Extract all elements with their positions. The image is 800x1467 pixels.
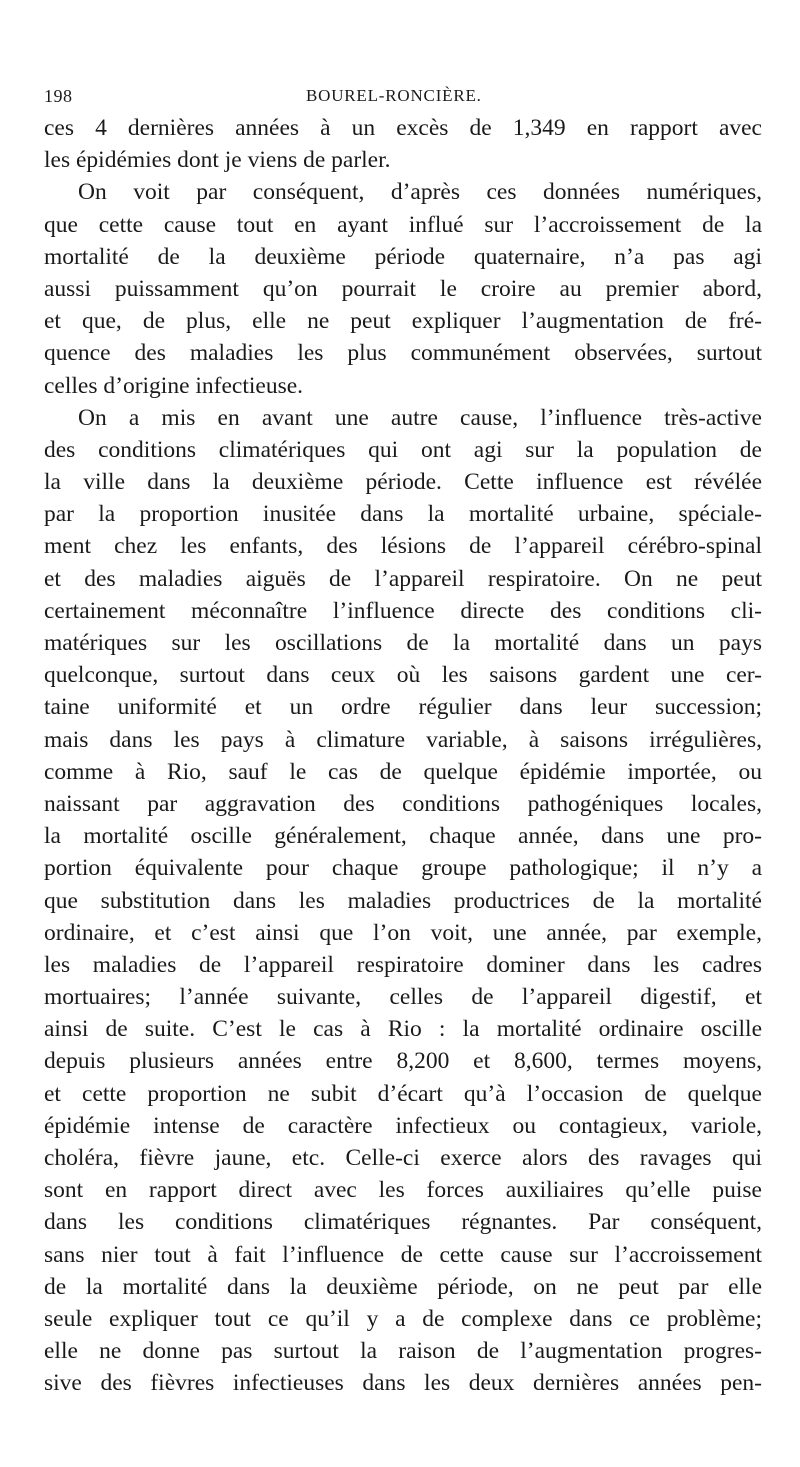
text-line: choléra, fièvre jaune, etc. Celle-ci exerce alors des ravages qui <box>44 1145 762 1171</box>
text-line: naissant par aggravation des conditions pathogéniques locales, <box>44 790 762 817</box>
text-line: depuis plusieurs années entre 8,200 et 8,600, termes moyens, <box>44 1048 762 1075</box>
text-line: aussi puissamment qu’on pourrait le croire au premier abord, <box>44 275 762 302</box>
text-line: celles d’origine infectieuse. <box>44 372 304 399</box>
text-line: taine uniformité et un ordre régulier dans leur succession; <box>44 694 762 721</box>
text-line: sont en rapport direct avec les forces auxiliaires qu’elle puise <box>44 1177 762 1204</box>
text-line: ordinaire, et c’est ainsi que l’on voit, une année, par exemple, <box>44 919 762 946</box>
text-line: de la mortalité dans la deuxième période, on ne peut par elle <box>44 1273 762 1300</box>
text-line: matériques sur les oscillations de la mortalité dans un pays <box>44 630 762 656</box>
text-line: ces 4 dernières années à un excès de 1,349 en rapport avec <box>44 115 762 141</box>
page-number: 198 <box>44 86 73 106</box>
text-line: sive des fièvres infectieuses dans les deux dernières années pen- <box>44 1370 762 1397</box>
text-line: sans nier tout à fait l’influence de cette cause sur l’accroissement <box>44 1241 762 1268</box>
text-line: et cette proportion ne subit d’écart qu’à l’occasion de quelque <box>44 1080 762 1107</box>
book-page <box>44 82 762 1400</box>
text-line: mais dans les pays à climature variable, à saisons irrégulières, <box>44 726 762 753</box>
text-line: On voit par conséquent, d’après ces données numériques, <box>78 179 762 206</box>
running-title: BOUREL-RONCIÈRE. <box>306 86 482 105</box>
text-line: ment chez les enfants, des lésions de l’appareil cérébro-spinal <box>44 533 762 560</box>
text-line: dans les conditions climatériques régnantes. Par conséquent, <box>44 1209 762 1236</box>
text-line: que cette cause tout en ayant influé sur l’accroissement de la <box>44 211 762 238</box>
text-line: certainement méconnaître l’influence directe des conditions cli- <box>44 597 762 624</box>
text-line: mortuaires; l’année suivante, celles de l’appareil digestif, et <box>44 984 762 1011</box>
text-line: que substitution dans les maladies productrices de la mortalité <box>44 887 762 914</box>
text-line: les épidémies dont je viens de parler. <box>44 147 391 174</box>
text-line: elle ne donne pas surtout la raison de l’augmentation progres- <box>44 1338 762 1365</box>
text-line: quence des maladies les plus communément observées, surtout <box>44 340 762 367</box>
text-line: des conditions climatériques qui ont agi sur la population de <box>44 436 762 463</box>
text-line: et que, de plus, elle ne peut expliquer l’augmentation de fré- <box>44 308 762 335</box>
text-line: épidémie intense de caractère infectieux ou contagieux, variole, <box>44 1112 762 1139</box>
text-line: et des maladies aiguës de l’appareil respiratoire. On ne peut <box>44 565 762 592</box>
body-text <box>44 112 762 1400</box>
text-line: la mortalité oscille généralement, chaque année, dans une pro- <box>44 823 762 850</box>
text-line: comme à Rio, sauf le cas de quelque épidémie importée, ou <box>44 758 762 785</box>
text-line: par la proportion inusitée dans la mortalité urbaine, spéciale- <box>44 501 762 528</box>
text-line: les maladies de l’appareil respiratoire dominer dans les cadres <box>44 951 762 978</box>
running-head <box>44 82 762 112</box>
text-line: quelconque, surtout dans ceux où les saisons gardent une cer- <box>44 662 762 689</box>
text-line: ainsi de suite. C’est le cas à Rio : la mortalité ordinaire oscille <box>44 1016 762 1043</box>
text-line: mortalité de la deuxième période quaternaire, n’a pas agi <box>44 243 762 270</box>
text-line: On a mis en avant une autre cause, l’influence très-active <box>78 404 762 431</box>
text-line: seule expliquer tout ce qu’il y a de complexe dans ce problème; <box>44 1305 762 1332</box>
text-line: portion équivalente pour chaque groupe pathologique; il n’y a <box>44 855 762 882</box>
text-line: la ville dans la deuxième période. Cette influence est révélée <box>44 469 762 496</box>
